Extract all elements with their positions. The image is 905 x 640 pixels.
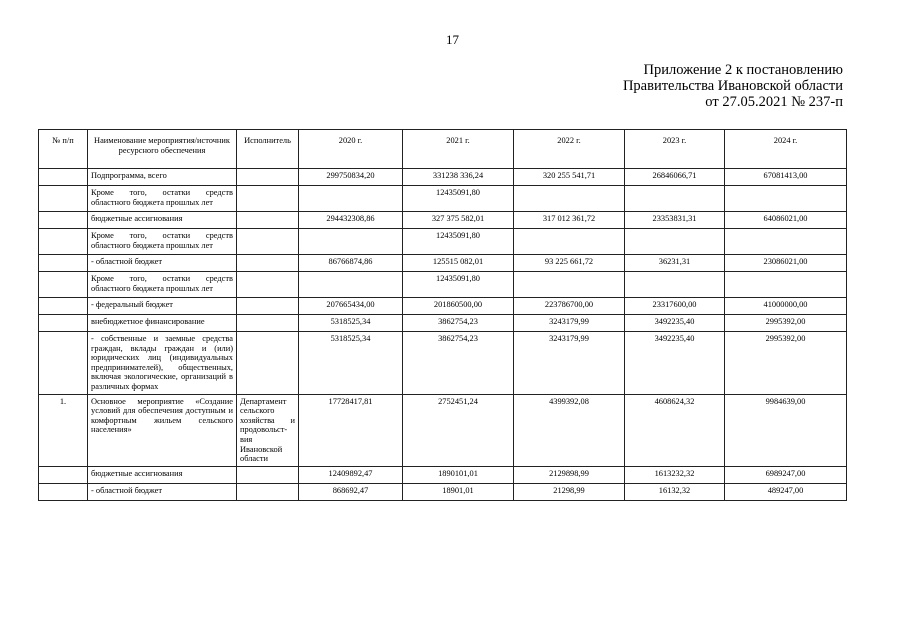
row-value-cell	[625, 186, 725, 212]
appendix-heading	[623, 62, 843, 110]
row-value-cell: 12435091,80	[403, 229, 514, 255]
row-value-cell	[514, 186, 625, 212]
table-row	[39, 298, 847, 315]
row-number-cell	[39, 186, 88, 212]
row-value-cell: 3243179,99	[514, 332, 625, 395]
row-value-cell: 320 255 541,71	[514, 169, 625, 186]
row-number-cell: 1.	[39, 394, 88, 466]
row-value-cell	[725, 272, 847, 298]
row-value-cell: 21298,99	[514, 483, 625, 500]
header-year: 2024 г.	[725, 130, 847, 169]
row-value-cell: 327 375 582,01	[403, 212, 514, 229]
table-row	[39, 229, 847, 255]
row-number-cell	[39, 483, 88, 500]
table-row	[39, 186, 847, 212]
table-row	[39, 483, 847, 500]
row-value-cell	[514, 272, 625, 298]
row-value-cell: 125515 082,01	[403, 255, 514, 272]
table-row	[39, 212, 847, 229]
row-value-cell: 64086021,00	[725, 212, 847, 229]
header-executor: Исполнитель	[237, 130, 299, 169]
row-executor-cell	[237, 255, 299, 272]
row-name-cell: бюджетные ассигнования	[88, 466, 237, 483]
row-value-cell: 23317600,00	[625, 298, 725, 315]
row-value-cell: 17728417,81	[299, 394, 403, 466]
row-value-cell: 3492235,40	[625, 332, 725, 395]
appendix-line-2: Правительства Ивановской области	[622, 78, 843, 94]
table-row	[39, 332, 847, 395]
row-name-cell: - собственные и заемные средства граждан, вклады граждан и (или) юридических лиц (индивидуальных предпринимателей), общественных, включая экологические, организаций в различных формах	[88, 332, 237, 395]
row-name-cell: Кроме того, остатки средств областного бюджета прошлых лет	[88, 186, 237, 212]
row-value-cell	[514, 229, 625, 255]
row-value-cell: 86766874,86	[299, 255, 403, 272]
row-value-cell: 6989247,00	[725, 466, 847, 483]
row-executor-cell	[237, 186, 299, 212]
row-value-cell	[299, 272, 403, 298]
row-number-cell	[39, 298, 88, 315]
row-value-cell	[725, 229, 847, 255]
row-name-cell: - федеральный бюджет	[88, 298, 237, 315]
header-year: 2022 г.	[514, 130, 625, 169]
row-value-cell: 2995392,00	[725, 332, 847, 395]
row-number-cell	[39, 332, 88, 395]
row-value-cell: 489247,00	[725, 483, 847, 500]
header-year: 2020 г.	[299, 130, 403, 169]
row-number-cell	[39, 169, 88, 186]
row-value-cell: 3862754,23	[403, 332, 514, 395]
row-number-cell	[39, 466, 88, 483]
row-executor-cell	[237, 272, 299, 298]
row-value-cell	[299, 186, 403, 212]
row-executor-cell	[237, 169, 299, 186]
row-value-cell: 12435091,80	[403, 272, 514, 298]
row-name-cell: бюджетные ассигнования	[88, 212, 237, 229]
header-year: 2021 г.	[403, 130, 514, 169]
row-value-cell	[625, 229, 725, 255]
table-row	[39, 169, 847, 186]
row-value-cell: 299750834,20	[299, 169, 403, 186]
header-no: № п/п	[39, 130, 88, 169]
row-value-cell: 2752451,24	[403, 394, 514, 466]
table-row	[39, 255, 847, 272]
funding-table	[38, 129, 847, 501]
table-row	[39, 315, 847, 332]
row-executor-cell	[237, 212, 299, 229]
header-name: Наименование мероприятия/источник ресурсного обеспечения	[88, 130, 237, 169]
row-value-cell: 5318525,34	[299, 332, 403, 395]
row-executor-cell: Департамент сельского хозяйства и продовольст-вия Ивановской области	[237, 394, 299, 466]
row-name-cell: внебюджетное финансирование	[88, 315, 237, 332]
row-executor-cell	[237, 298, 299, 315]
row-value-cell: 201860500,00	[403, 298, 514, 315]
row-value-cell: 23353831,31	[625, 212, 725, 229]
row-value-cell: 868692,47	[299, 483, 403, 500]
row-value-cell: 3243179,99	[514, 315, 625, 332]
row-value-cell: 207665434,00	[299, 298, 403, 315]
row-value-cell: 26846066,71	[625, 169, 725, 186]
row-name-cell: - областной бюджет	[88, 255, 237, 272]
row-executor-cell	[237, 466, 299, 483]
row-value-cell: 93 225 661,72	[514, 255, 625, 272]
row-value-cell: 9984639,00	[725, 394, 847, 466]
row-number-cell	[39, 255, 88, 272]
row-name-cell: Подпрограмма, всего	[88, 169, 237, 186]
row-name-cell: Кроме того, остатки средств областного бюджета прошлых лет	[88, 272, 237, 298]
row-value-cell: 4399392,08	[514, 394, 625, 466]
row-value-cell: 2995392,00	[725, 315, 847, 332]
row-value-cell: 16132,32	[625, 483, 725, 500]
row-value-cell: 2129898,99	[514, 466, 625, 483]
row-name-cell: Основное мероприятие «Создание условий для обеспечения доступным и комфортным жильем сельского населения»	[88, 394, 237, 466]
row-value-cell: 3862754,23	[403, 315, 514, 332]
row-value-cell: 36231,31	[625, 255, 725, 272]
row-executor-cell	[237, 483, 299, 500]
row-number-cell	[39, 229, 88, 255]
row-executor-cell	[237, 315, 299, 332]
page-number: 17	[446, 32, 459, 47]
row-value-cell: 41000000,00	[725, 298, 847, 315]
row-value-cell: 18901,01	[403, 483, 514, 500]
table-row	[39, 466, 847, 483]
table-header-row	[39, 130, 847, 169]
row-value-cell	[625, 272, 725, 298]
row-value-cell: 12435091,80	[403, 186, 514, 212]
row-value-cell: 12409892,47	[299, 466, 403, 483]
row-value-cell: 1613232,32	[625, 466, 725, 483]
table-row	[39, 394, 847, 466]
row-number-cell	[39, 212, 88, 229]
row-value-cell: 294432308,86	[299, 212, 403, 229]
row-value-cell: 317 012 361,72	[514, 212, 625, 229]
row-value-cell	[725, 186, 847, 212]
appendix-line-1: Приложение 2 к постановлению	[643, 62, 843, 78]
header-year: 2023 г.	[625, 130, 725, 169]
row-value-cell: 4608624,32	[625, 394, 725, 466]
row-number-cell	[39, 272, 88, 298]
row-value-cell: 223786700,00	[514, 298, 625, 315]
row-value-cell: 23086021,00	[725, 255, 847, 272]
row-value-cell: 5318525,34	[299, 315, 403, 332]
row-executor-cell	[237, 332, 299, 395]
appendix-line-3: от 27.05.2021 № 237-п	[705, 94, 843, 110]
row-value-cell: 3492235,40	[625, 315, 725, 332]
row-number-cell	[39, 315, 88, 332]
row-value-cell	[299, 229, 403, 255]
row-name-cell: - областной бюджет	[88, 483, 237, 500]
row-executor-cell	[237, 229, 299, 255]
row-value-cell: 1890101,01	[403, 466, 514, 483]
row-value-cell: 331238 336,24	[403, 169, 514, 186]
row-value-cell: 67081413,00	[725, 169, 847, 186]
row-name-cell: Кроме того, остатки средств областного бюджета прошлых лет	[88, 229, 237, 255]
table-row	[39, 272, 847, 298]
